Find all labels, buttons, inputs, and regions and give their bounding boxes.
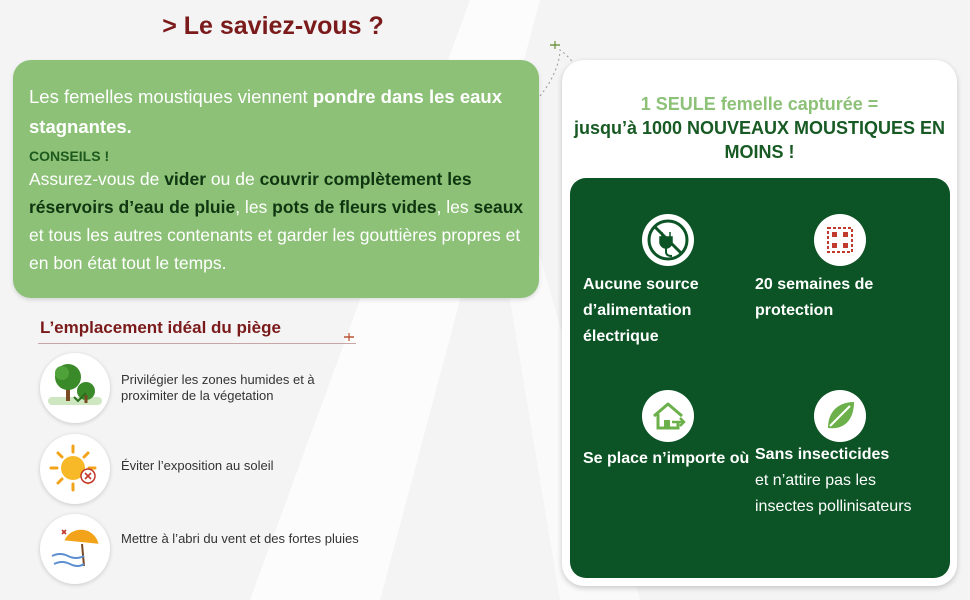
sun-cross-icon bbox=[40, 434, 110, 504]
page-title: > Le saviez-vous ? bbox=[162, 12, 384, 40]
headline bbox=[562, 92, 957, 164]
calendar-icon bbox=[814, 214, 866, 266]
tips-box bbox=[13, 60, 539, 298]
info-card bbox=[562, 60, 957, 586]
placement-title: L’emplacement idéal du piège bbox=[40, 318, 281, 337]
conseils-text: Assurez-vous de vider ou de couvrir complètement les réservoirs d’eau de pluie, les pots de fleurs vides, les seaux et tous les autres contenants et garder les gouttières propres et en bon état tout le temps. bbox=[29, 169, 524, 273]
house-arrow-icon bbox=[642, 390, 694, 442]
no-plug-icon bbox=[642, 214, 694, 266]
mosquito-icon bbox=[550, 41, 560, 49]
features-panel bbox=[570, 178, 950, 578]
intro-text: Les femelles moustiques viennent bbox=[29, 86, 313, 107]
leaf-icon bbox=[814, 390, 866, 442]
feature-text: 20 semaines de protection bbox=[755, 276, 874, 319]
trees-icon bbox=[40, 353, 110, 423]
placement-text: Éviter l’exposition au soleil bbox=[121, 458, 274, 473]
headline-dark: jusqu’à 1000 NOUVEAUX MOUSTIQUES EN MOINS ! bbox=[573, 118, 946, 162]
divider bbox=[38, 343, 356, 344]
feature-text: Aucune source d’alimentation électrique bbox=[583, 276, 699, 345]
intro-bold-text: pondre dans les eaux stagnantes. bbox=[29, 86, 503, 137]
feature-text: Sans insecticides et n’attire pas les insectes pollinisateurs bbox=[755, 446, 912, 515]
headline-green: 1 SEULE femelle capturée = bbox=[640, 94, 879, 114]
conseils-title: CONSEILS ! bbox=[29, 148, 110, 164]
tips-intro bbox=[29, 82, 529, 142]
feature-text: Se place n’importe où bbox=[583, 450, 750, 467]
umbrella-wind-icon bbox=[40, 514, 110, 584]
placement-text: Mettre à l’abri du vent et des fortes pluies bbox=[121, 531, 359, 546]
placement-text: Privilégier les zones humides et à proximiter de la végetation bbox=[121, 372, 315, 403]
